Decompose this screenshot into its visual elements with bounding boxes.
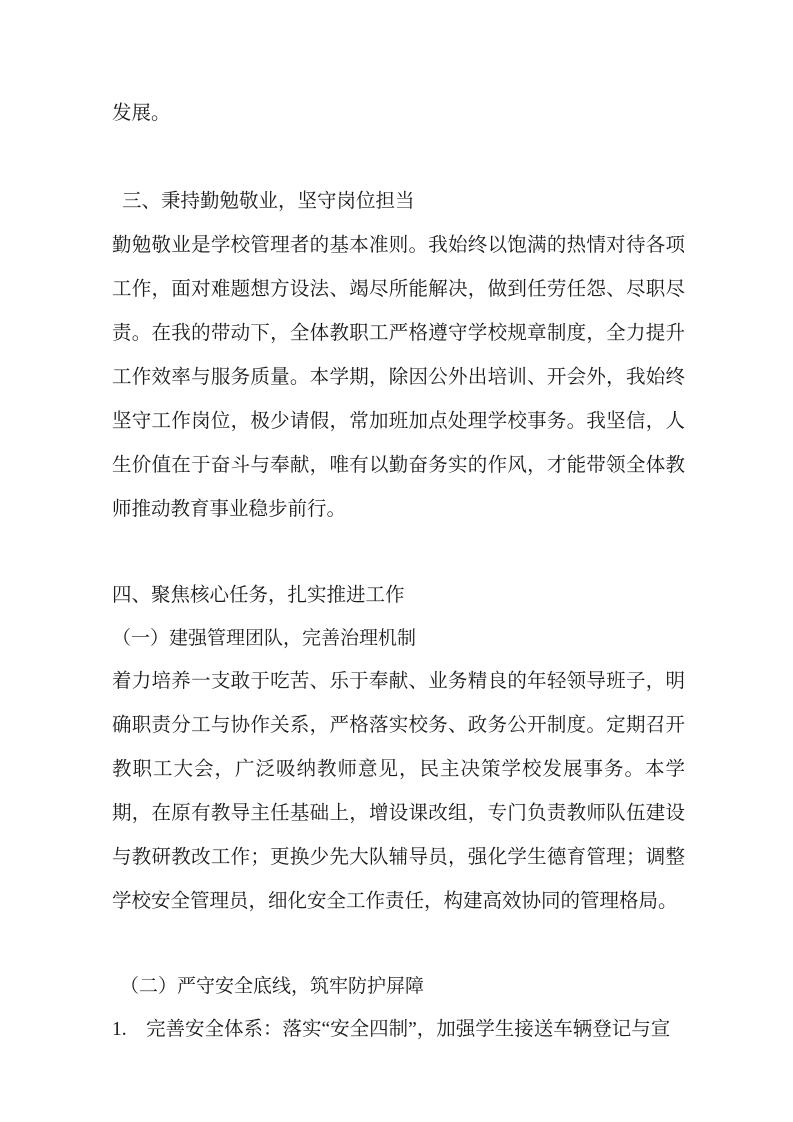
paragraph-continuation: 发展。: [112, 103, 171, 124]
paragraph-spacer: [112, 532, 685, 574]
list-item-text: 完善安全体系：落实“安全四制”，加强学生接送车辆登记与宣: [146, 1019, 671, 1040]
subsection-heading-four-two: （二）严守安全底线，筑牢防护屏障: [120, 976, 425, 997]
paragraph-spacer: [112, 924, 685, 966]
document-body: [112, 92, 685, 1052]
subsection-heading-four-one: （一）建强管理团队，完善治理机制: [112, 628, 417, 649]
list-item: [112, 1008, 685, 1052]
section-three-paragraph: 勤勉敬业是学校管理者的基本准则。我始终以饱满的热情对待各项工作，面对难题想方设法、竭尽所能解决，做到任劳任怨、尽职尽责。在我的带动下，全体教职工严格遵守学校规章制度，全力提升工作效率与服务质量。本学期，除因公外出培训、开会外，我始终坚守工作岗位，极少请假，常加班加点处理学校事务。我坚信，人生价值在于奋斗与奉献，唯有以勤奋务实的作风，才能带领全体教师推动教育事业稳步前行。: [112, 235, 685, 520]
subsection-four-one-paragraph: 着力培养一支敢于吃苦、乐于奉献、业务精良的年轻领导班子，明确职责分工与协作关系，严格落实校务、政务公开制度。定期召开教职工大会，广泛吸纳教师意见，民主决策学校发展事务。本学期，在原有教导主任基础上，增设课改组，专门负责教师队伍建设与教研教改工作；更换少先大队辅导员，强化学生德育管理；调整学校安全管理员，细化安全工作责任，构建高效协同的管理格局。: [112, 671, 685, 912]
section-heading-four: 四、聚焦核心任务，扎实推进工作: [112, 585, 405, 606]
paragraph-spacer: [112, 136, 685, 180]
section-heading-three: 三、秉持勤勉敬业，坚守岗位担当: [122, 191, 415, 212]
list-item-number: 1.: [112, 1019, 127, 1040]
